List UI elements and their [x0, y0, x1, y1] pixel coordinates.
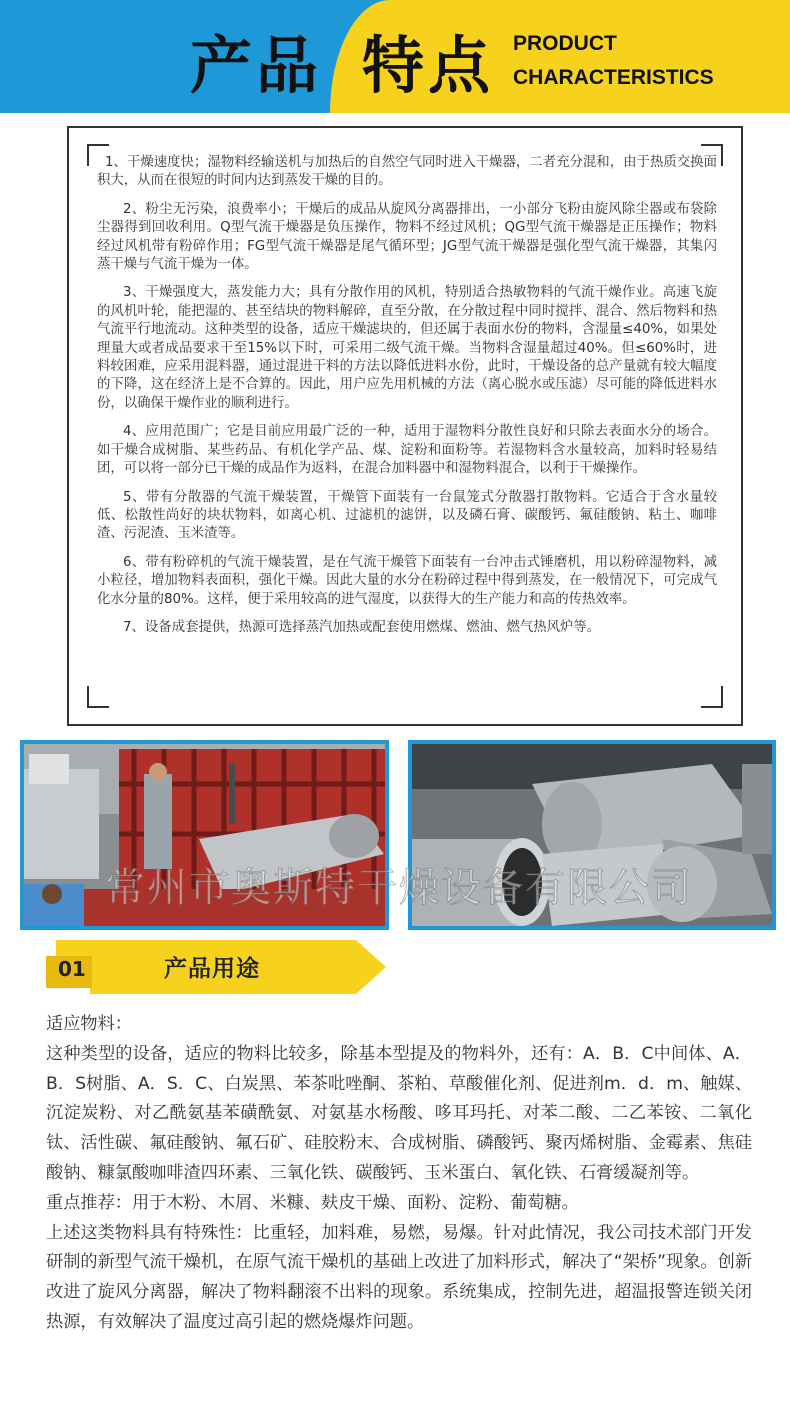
characteristics-box — [67, 126, 743, 726]
corner-bracket-bottom-left — [87, 686, 109, 708]
banner-title-part-b: 特点 — [362, 29, 495, 102]
banner-english-line2: CHARACTERISTICS — [513, 66, 714, 89]
characteristic-item-6: 6、带有粉碎机的气流干燥装置，是在气流干燥管下面装有一台冲击式锤磨机，用以粉碎湿物料，减小粒径，增加物料表面积，强化干燥。因此大量的水分在粉碎过程中得到蒸发，在一般情况下，可完成气化水分量的80%。这样，便于采用较高的进气湿度，以获得大的生产能力和高的传热效率。 — [97, 554, 717, 607]
section-number: 01 — [58, 957, 86, 981]
characteristic-item-4: 4、应用范围广；它是目前应用最广泛的一种，适用于湿物料分散性良好和只除去表面水分的场合。如干燥合成树脂、某些药品、有机化学产品、煤、淀粉和面粉等。若湿物料含水量较高，加料时轻易结团，可以将一部分已干燥的成品作为返料，在混合加料器中和湿物料混合，以利于干燥操作。 — [97, 424, 717, 477]
characteristic-item-7: 7、设备成套提供，热源可选择蒸汽加热或配套使用燃煤、燃油、燃气热风炉等。 — [123, 619, 601, 635]
characteristic-item-3: 3、干燥强度大，蒸发能力大；具有分散作用的风机，特别适合热敏物料的气流干燥作业。高速飞旋的风机叶轮，能把湿的、甚至结块的物料解碎，直至分散，在分散过程中同时搅拌、混合、然后物料和热气流平行地流动。这种类型的设备，适应干燥滤块的，但还属于表面水份的物料，含湿量≤40%，如果处理量大或者成品要求干至15%以下时，可采用二级气流干燥。当物料含湿量超过40%。但≤60%时，进料较困难，应采用混料器，通过混进干料的方法以降低进料水份，此时，干燥设备的总产量就有较大幅度的下降，这在经济上是不合算的。因此，用户应先用机械的方法（离心脱水或压滤）尽可能的降低进料水份，以确保干燥作业的顺利进行。 — [97, 285, 717, 411]
company-watermark: 常州市奥斯特干燥设备有限公司 — [105, 865, 693, 911]
usage-content — [46, 1010, 752, 1338]
usage-description: 上述这类物料具有特殊性：比重轻，加料难，易燃，易爆。针对此情况，我公司技术部门开发研制的新型气流干燥机，在原气流干燥机的基础上改进了加料形式，解决了“架桥”现象。创新改进了旋风分离器，解决了物料翻滚不出料的现象。系统集成，控制先进，超温报警连锁关闭热源，有效解决了温度过高引起的燃烧爆炸问题。 — [46, 1222, 752, 1332]
banner-english-line1: PRODUCT — [513, 32, 617, 55]
characteristics-list — [97, 154, 717, 647]
usage-label: 适应物料： — [46, 1014, 132, 1034]
header-banner — [0, 0, 790, 113]
banner-title-part-a: 产品 — [190, 29, 323, 102]
corner-bracket-bottom-right — [701, 686, 723, 708]
characteristic-item-2: 2、粉尘无污染，浪费率小；干燥后的成品从旋风分离器排出，一小部分飞粉由旋风除尘器或布袋除尘器得到回收利用。Q型气流干燥器是负压操作，物料不经过风机；QG型气流干燥器是正压操作；物料经过风机带有粉碎作用；FG型气流干燥器是尾气循环型；JG型气流干燥器是强化型气流干燥器，其集闪蒸干燥与气流干燥为一体。 — [97, 201, 717, 273]
characteristic-item-1: 1、干燥速度快；湿物料经输送机与加热后的自然空气同时进入干燥器，二者充分混和，由于热质交换面积大，从而在很短的时间内达到蒸发干燥的目的。 — [97, 155, 717, 189]
usage-materials: 这种类型的设备，适应的物料比较多，除基本型提及的物料外，还有：A．B．C中间体、A．B．S树脂、A．S．C、白炭黑、苯茶吡唑酮、茶粕、草酸催化剂、促进剂m．d．m、触媒、沉淀炭粉、对乙酰氨基苯磺酰氨、对氨基水杨酸、哆耳玛托、对苯二酸、二乙苯铵、二氧化钛、活性碳、氟硅酸钠、氟石矿、硅胶粉末、合成树脂、磷酸钙、聚丙烯树脂、金霉素、焦硅酸钠、糠氯酸咖啡渣四环素、三氧化铁、碳酸钙、玉米蛋白、氧化铁、石膏缓凝剂等。 — [46, 1043, 752, 1183]
characteristic-item-5: 5、带有分散器的气流干燥装置，干燥管下面装有一台鼠笼式分散器打散物料。它适合于含水量较低、松散性尚好的块状物料，如离心机、过滤机的滤饼，以及磷石膏、碳酸钙、氟硅酸钠、粘土、咖啡渣、污泥渣、玉米渣等。 — [97, 489, 717, 542]
section-title: 产品用途 — [164, 956, 260, 982]
usage-recommend: 重点推荐：用于木粉、木屑、米糠、麸皮干燥、面粉、淀粉、葡萄糖。 — [46, 1192, 579, 1213]
